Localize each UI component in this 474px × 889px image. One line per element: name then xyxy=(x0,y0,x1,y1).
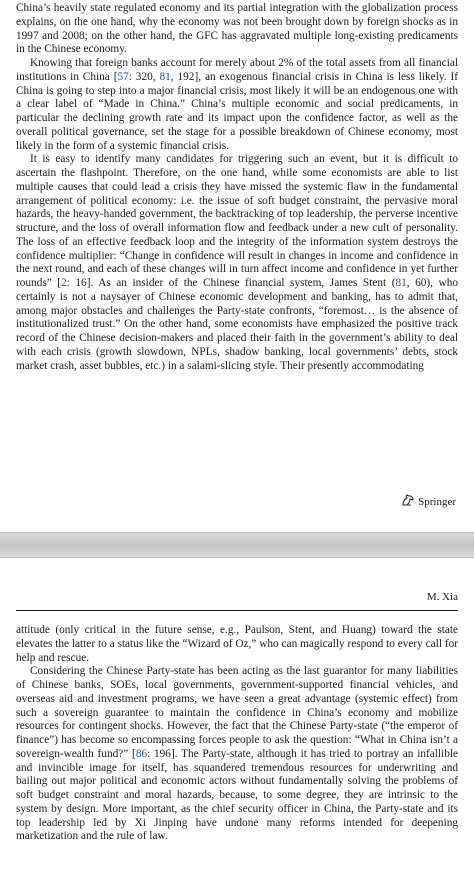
paragraph-text: : 320, xyxy=(128,70,160,83)
paragraph-text: Knowing that foreign banks account for merely about 2% of the total assets from all financial institutions in China [ xyxy=(16,57,458,83)
citation-link[interactable]: 81 xyxy=(159,70,171,83)
paragraph xyxy=(16,624,458,665)
paragraph-text: , 192], an exogenous financial crisis in China is less likely. If China is going to step into a major financial crisis, most likely it will be an endogenous one with a clear label of “Made in China.” China’s multiple economic and social predicaments, in particular the declining growth rate and its impact upon the confidence factor, as well as the overall political governance, set the stage for a possible breakdown of Chinese economy, most likely in the form of a systemic financial crisis. xyxy=(16,70,458,152)
paragraph-text: attitude (only critical in the future sense, e.g., Paulson, Stent, and Huang) toward the state elevates the latter to a status like the “Wizard of Oz,” who can magically respond to every call for help and rescue. xyxy=(16,624,458,664)
paragraph-text: : 196]. The Party-state, although it has tried to portray an infallible and invincible image for itself, has squandered tremendous resources for underwriting and bailing out major political and economic actors without fundamentally solving the problems of soft budget constraint and moral hazards, because, to some degree, they are intrinsic to the system by design. More important, as the chief security officer in China, the Party-state and its top leadership led by Xi Jinping have undone many reforms intended for deepening marketization and the rule of law. xyxy=(16,747,458,843)
citation-link[interactable]: 57 xyxy=(117,70,129,83)
paragraph xyxy=(16,153,458,373)
citation-link[interactable]: 86 xyxy=(135,747,148,760)
paragraph-text: China’s heavily state regulated economy and its partial integration with the globalization process explains, on the one hand, why the economy was not been brought down by foreign shocks as in 1997 and 2008; on the other hand, the GFC has aggravated multiple long-existing predicaments in the Chinese economy. xyxy=(16,2,458,56)
page-1-body-text xyxy=(16,2,458,373)
springer-horse-icon xyxy=(401,494,415,509)
page-2 xyxy=(0,558,474,889)
paragraph-text: It is easy to identify many candidates for triggering such an event, but it is difficult to ascertain the flashpoint. Therefore, on the one hand, while some economists are able to list multiple causes that could lead a crisis they have missed the systemic flaw in the fundamental arrangement of political economy: i.e. the issue of soft budget constraint, the pervasive moral hazards, the heavy-handed government, the backtracking of top leadership, the perverse incentive structure, and the loss of overall information flow and feedback under a new cult of personality. The loss of an effective feedback loop and the integrity of the information system destroys the confidence multiplier: “Change in confidence will result in changes in income and confidence in the next round, and each of these changes will in turn affect income and confidence in yet further rounds” [ xyxy=(16,153,458,289)
page-2-body-text xyxy=(16,624,458,844)
paragraph xyxy=(16,665,458,844)
paragraph xyxy=(16,2,458,57)
paragraph-text: , 60), who certainly is not a naysayer of Chinese economic development and banking, has to admit that, among major obstacles and challenges the Party-state confronts, “foremost… is the absence of institutionalized trust.” On the other hand, some economists have emphasized the positive track record of the Chinese decision-makers and placed their faith in the government’s ability to deal with each crisis (growth slowdown, NPLs, shadow banking, local governments’ debts, stock market crash, asset bubbles, etc.) in a salami-slicing style. Their presently accommodating xyxy=(16,277,459,372)
publisher-mark xyxy=(401,494,456,509)
running-head-author: M. Xia xyxy=(426,591,458,603)
citation-link[interactable]: 81 xyxy=(395,277,407,289)
paragraph-text: : 16]. As an insider of the Chinese financial system, James Stent ( xyxy=(66,277,396,289)
publisher-name: Springer xyxy=(418,495,456,508)
header-rule xyxy=(16,610,458,611)
page-separator xyxy=(0,532,474,558)
citation-link[interactable]: 2 xyxy=(61,277,67,289)
paragraph-text: Considering the Chinese Party-state has been acting as the last guarantor for many liabilities of Chinese banks, SOEs, local governments, government-supported financial vehicles, and overseas aid and investment programs, we have seen a great advantage (systemic effect) from such a sovereign guarantee to maintain the confidence in China’s economy and mobilize resources for contingent shocks. However, the fact that the Chinese Party-state (“the emperor of finance”) has become so encompassing forces people to ask the question: “What in China isn’t a sovereign-wealth fund?” [ xyxy=(16,665,458,760)
paragraph xyxy=(16,57,458,153)
